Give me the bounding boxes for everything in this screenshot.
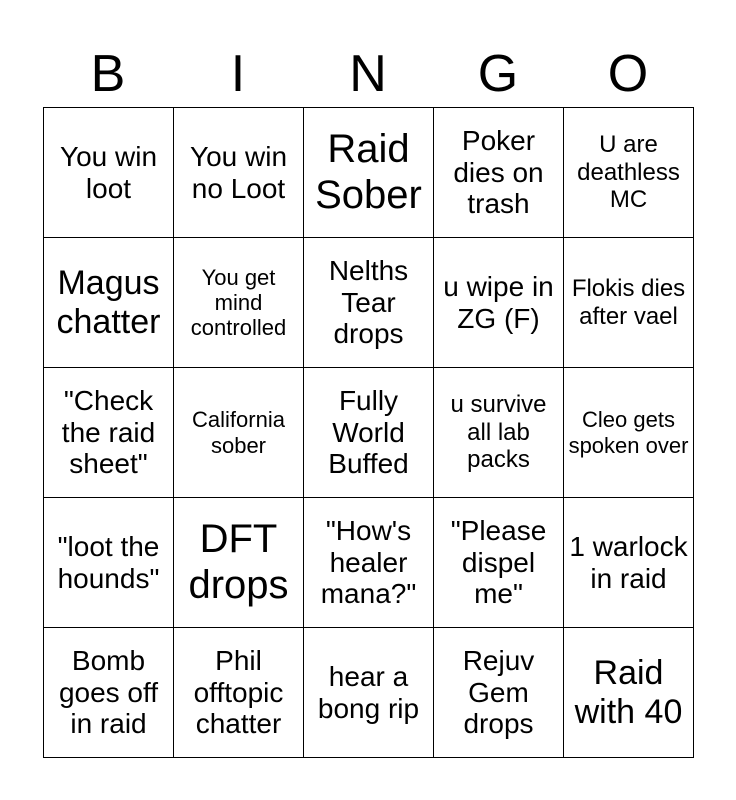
bingo-cell[interactable] <box>174 108 304 238</box>
bingo-cell[interactable] <box>304 368 434 498</box>
bingo-board <box>43 107 694 758</box>
bingo-cell-text: hear a bong rip <box>317 660 420 724</box>
bingo-cell-text: Magus chatter <box>56 263 161 341</box>
bingo-cell[interactable] <box>304 498 434 628</box>
bingo-cell[interactable] <box>174 238 304 368</box>
bingo-cell-text: Raid Sober <box>315 126 422 217</box>
bingo-cell[interactable] <box>434 498 564 628</box>
bingo-cell[interactable] <box>174 498 304 628</box>
bingo-cell[interactable] <box>44 108 174 238</box>
bingo-cell[interactable] <box>44 238 174 368</box>
bingo-cell[interactable] <box>434 368 564 498</box>
bingo-cell[interactable] <box>434 628 564 758</box>
bingo-cell-text: Raid with 40 <box>574 653 683 731</box>
bingo-cell[interactable] <box>44 498 174 628</box>
board-row <box>44 628 694 758</box>
bingo-cell[interactable] <box>174 628 304 758</box>
header-letter-i: I <box>230 45 246 103</box>
bingo-cell[interactable] <box>304 628 434 758</box>
bingo-cell-text: Cleo gets spoken over <box>568 407 689 458</box>
bingo-cell[interactable] <box>434 108 564 238</box>
bingo-cell[interactable] <box>564 498 694 628</box>
bingo-cell-text: 1 warlock in raid <box>569 530 688 594</box>
bingo-cell-text: Bomb goes off in raid <box>58 644 159 740</box>
bingo-cell-text: Poker dies on trash <box>453 124 544 220</box>
bingo-cell-text: Rejuv Gem drops <box>462 644 535 740</box>
bingo-cell-text: Fully World Buffed <box>328 384 409 480</box>
bingo-cell-text: You get mind controlled <box>190 264 287 341</box>
bingo-cell[interactable] <box>44 628 174 758</box>
header-letter-g: G <box>477 45 519 103</box>
bingo-cell[interactable] <box>564 368 694 498</box>
bingo-cell[interactable] <box>564 108 694 238</box>
board-row <box>44 238 694 368</box>
bingo-cell-text: California sober <box>192 407 285 458</box>
header-letter-o: O <box>607 45 649 103</box>
bingo-cell-text: U are deathless MC <box>577 131 680 214</box>
board-row <box>44 368 694 498</box>
bingo-cell[interactable] <box>434 238 564 368</box>
bingo-cell-text: "loot the hounds" <box>57 530 160 594</box>
bingo-cell[interactable] <box>304 108 434 238</box>
bingo-cell-text: u wipe in ZG (F) <box>443 270 554 334</box>
bingo-cell[interactable] <box>304 238 434 368</box>
bingo-cell-text: u survive all lab packs <box>450 391 547 474</box>
bingo-cell-text: Flokis dies after vael <box>571 275 686 330</box>
board-row <box>44 498 694 628</box>
bingo-cell[interactable] <box>564 238 694 368</box>
bingo-cell[interactable] <box>174 368 304 498</box>
bingo-cell-text: Nelths Tear drops <box>328 254 409 350</box>
bingo-cell[interactable] <box>44 368 174 498</box>
bingo-cell-text: "Check the raid sheet" <box>61 384 156 480</box>
bingo-cell-text: You win loot <box>59 140 158 204</box>
header-letter-b: B <box>90 45 126 103</box>
bingo-header <box>43 38 693 110</box>
bingo-cell-text: "How's healer mana?" <box>320 514 417 610</box>
bingo-cell-text: DFT drops <box>188 516 289 607</box>
bingo-cell-text: You win no Loot <box>189 140 288 204</box>
bingo-cell-text: Phil offtopic chatter <box>193 644 284 740</box>
bingo-cell-text: "Please dispel me" <box>450 514 547 610</box>
bingo-cell[interactable] <box>564 628 694 758</box>
header-letter-n: N <box>349 45 387 103</box>
board-row <box>44 108 694 238</box>
